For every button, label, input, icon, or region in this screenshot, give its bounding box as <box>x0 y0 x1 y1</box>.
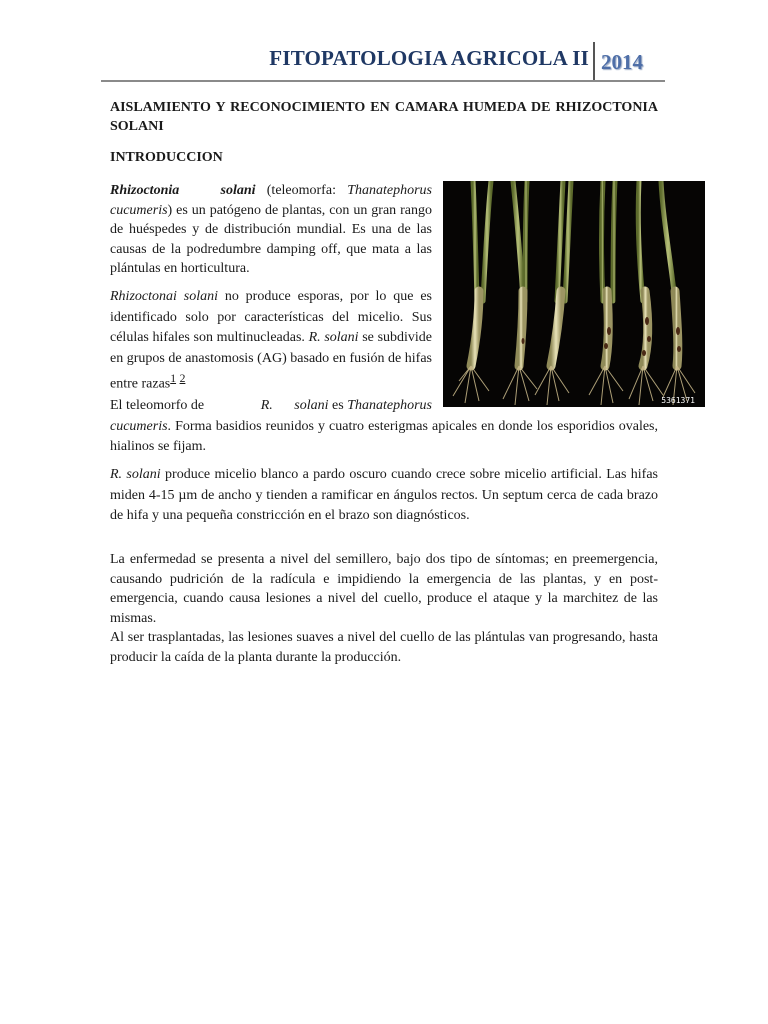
footnote-link-2[interactable]: 2 <box>179 372 186 385</box>
paragraph-identification <box>110 287 432 395</box>
species-name: Rhizoctonia solani <box>110 183 256 198</box>
paragraph-text: El teleomorfo de <box>110 398 205 413</box>
paragraph-text: produce micelio blanco a pardo oscuro cuando crece sobre micelio artificial. Las hifas miden 4-15 µm de ancho y tienden a ramificar en ángulos rectos. Un septum cerca de cada brazo de hifa y una pequeña constricción en el brazo son diagnósticos. <box>110 467 659 523</box>
seedlings-photo <box>443 181 705 407</box>
document-title: AISLAMIENTO Y RECONOCIMIENTO EN CAMARA HUMEDA DE RHIZOCTONIA SOLANI <box>110 100 658 134</box>
header-divider <box>593 42 595 82</box>
species-name: R. solani <box>260 398 329 413</box>
species-name: Rhizoctonai solani <box>110 289 218 304</box>
paragraph-line <box>110 396 432 416</box>
paragraph-text: es <box>328 398 348 413</box>
photo-id-label: 5361371 <box>661 396 695 405</box>
paragraph-transplant: Al ser trasplantadas, las lesiones suaves a nivel del cuello de las plántulas van progresando, hasta producir la caída de la planta durante la producción. <box>110 630 658 665</box>
paragraph-line <box>110 417 658 456</box>
section-heading: INTRODUCCION <box>110 150 223 165</box>
seedlings-illustration <box>443 181 705 407</box>
paragraph-micelium <box>110 465 658 527</box>
paragraph-text: no produce esporas, por lo que es identificado solo por características del micelio. Sus células hifales son multinucleadas. <box>110 289 432 345</box>
header-year: 2014 <box>601 50 643 74</box>
paragraph-disease: La enfermedad se presenta a nivel del semillero, bajo dos tipo de síntomas; en preemergencia, causando pudrición de la radícula e impidiendo la emergencia de las plantas, y en post-emergencia, cuando causa lesiones a nivel del cuello, produce el ataque y la marchitez de las mismas. <box>110 552 658 626</box>
species-name: R. solani <box>110 467 161 482</box>
teleomorph-name: Thanatephorus <box>347 398 432 413</box>
paragraph-text: (teleomorfa: <box>255 183 348 198</box>
teleomorph-name: Thanatephorus cucumeris <box>110 183 432 218</box>
species-name: R. solani <box>308 330 359 345</box>
teleomorph-name: cucumeris <box>110 419 168 434</box>
header-rule <box>101 80 665 82</box>
paragraph-text: se subdivide en grupos de anastomosis (AG) basado en fusión de hifas entre razas <box>110 330 433 392</box>
paragraph-text: . Forma basidios reunidos y cuatro esterigmas apicales en donde los esporidios ovales, hialinos se fijam. <box>110 419 658 454</box>
paragraph-text: ) es un patógeno de plantas, con un gran rango de huéspedes y de distribución mundial. Es una de las causas de la podredumbre damping off, que mata a las plántulas en horticultura. <box>110 202 432 277</box>
paragraph-intro <box>110 181 432 279</box>
footnote-link-1[interactable]: 1 <box>170 372 177 385</box>
header-title: FITOPATOLOGIA AGRICOLA II <box>269 46 589 70</box>
